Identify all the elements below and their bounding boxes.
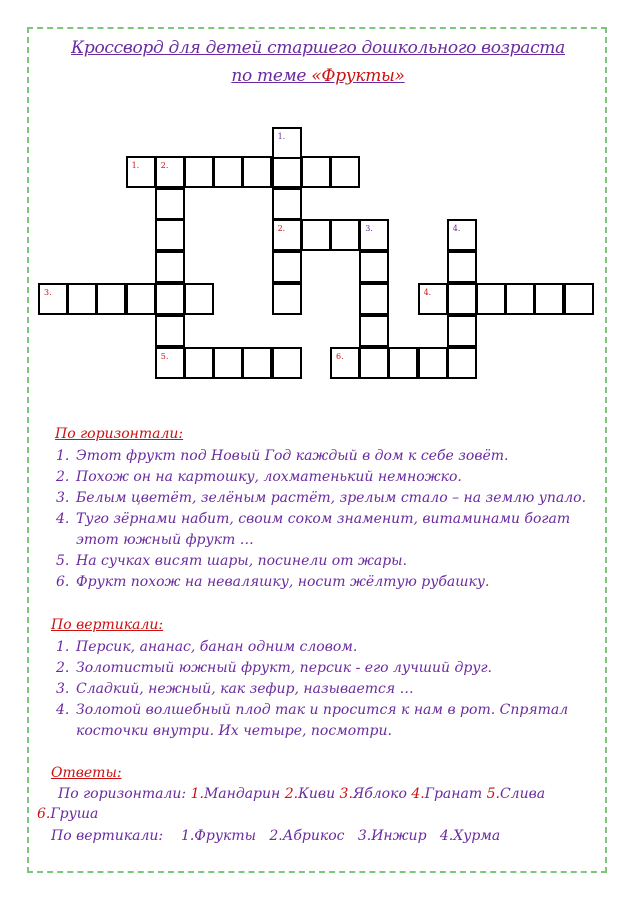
cell-number: 2. [160,161,169,170]
crossword-cell[interactable] [184,283,214,315]
crossword-cell[interactable] [447,283,477,315]
page-title: Кроссворд для детей старшего дошкольного возраста [71,38,565,58]
answer-number: 4. [411,786,425,802]
clue-number: 3. [56,490,70,506]
crossword-cell[interactable] [447,347,477,379]
clue-number: 3. [56,681,70,697]
crossword-cell[interactable] [213,156,243,188]
crossword-cell[interactable] [67,283,97,315]
crossword-cell[interactable] [418,347,448,379]
crossword-cell[interactable] [155,188,185,220]
vertical-clue [56,700,596,742]
clue-number: 4. [56,702,70,718]
crossword-cell[interactable] [388,347,418,379]
clue-text: Этот фрукт под Новый Год каждый в дом к себе зовёт. [76,448,509,464]
crossword-cell[interactable] [418,283,448,315]
answer-word: 1.Фрукты [180,828,270,844]
crossword-cell[interactable] [272,188,302,220]
vertical-clues [56,637,596,742]
crossword-cell[interactable] [184,347,214,379]
answers-heading: Ответы: [51,765,122,781]
clue-number: 6. [56,574,70,590]
answer-number: 2. [284,786,299,802]
vertical-heading: По вертикали: [51,617,164,633]
answer-number: 6. [37,806,51,822]
answer-word: Груша [50,806,99,822]
crossword-cell[interactable] [359,219,389,251]
answer-number: 3. [339,786,353,802]
crossword-cell[interactable] [272,251,302,283]
crossword-cell[interactable] [476,283,506,315]
crossword-cell[interactable] [126,156,156,188]
cell-number: 4. [423,288,432,297]
clue-number: 2. [56,469,70,485]
crossword-cell[interactable] [301,219,331,251]
crossword-cell[interactable] [272,127,302,159]
crossword-cell[interactable] [359,347,389,379]
crossword-cell[interactable] [330,156,360,188]
crossword-cell[interactable] [272,283,302,315]
clue-text: Похож он на картошку, лохматенький немножко. [76,469,462,485]
crossword-cell[interactable] [359,315,389,347]
crossword-cell[interactable] [242,156,272,188]
crossword-cell[interactable] [155,347,185,379]
vertical-clue [56,637,596,658]
crossword-cell[interactable] [155,251,185,283]
clue-number: 5. [56,553,70,569]
clue-text: Золотой волшебный плод так и просится к нам в рот. Спрятал косточки внутри. Их четыре, посмотри. [76,702,569,739]
clue-number: 4. [56,511,70,527]
clue-number: 1. [56,639,70,655]
horizontal-heading: По горизонтали: [55,426,184,442]
clue-text: На сучках висят шары, посинели от жары. [76,553,408,569]
crossword-cell[interactable] [242,347,272,379]
crossword-cell[interactable] [213,347,243,379]
answers-horizontal-line [58,786,545,802]
crossword-cell[interactable] [96,283,126,315]
crossword-cell[interactable] [155,219,185,251]
crossword-cell[interactable] [534,283,564,315]
crossword-cell[interactable] [564,283,594,315]
crossword-cell[interactable] [38,283,68,315]
clue-number: 1. [56,448,70,464]
subtitle-prefix: по теме [231,66,312,86]
horizontal-clue [56,488,606,509]
clue-text: Фрукт похож на неваляшку, носит жёлтую рубашку. [76,574,490,590]
answer-word: Гранат [424,786,487,802]
horizontal-clue [56,572,606,593]
cell-number: 5. [160,352,169,361]
crossword-cell[interactable] [330,347,360,379]
answer-number: 5. [486,786,500,802]
answer-word: 2.Абрикос [269,828,358,844]
crossword-cell[interactable] [359,251,389,283]
answers-horizontal-line-wrap [37,806,98,822]
clue-text: Персик, ананас, банан одним словом. [76,639,358,655]
answers-horizontal-label: По горизонтали: [58,786,191,802]
horizontal-clues [56,446,606,593]
cell-number: 1. [131,161,140,170]
answer-word: 4.Хурма [439,828,514,844]
crossword-cell[interactable] [126,283,156,315]
clue-number: 2. [56,660,70,676]
answer-word: Мандарин [203,786,285,802]
cell-number: 4. [452,224,461,233]
clue-text: Сладкий, нежный, как зефир, называется … [76,681,414,697]
answer-word: Яблоко [352,786,412,802]
cell-number: 1. [277,132,286,141]
answer-word: Киви [298,786,340,802]
crossword-cell[interactable] [359,283,389,315]
answer-word: 3.Инжир [357,828,440,844]
horizontal-clue [56,467,606,488]
crossword-cell[interactable] [447,251,477,283]
clue-text: Золотистый южный фрукт, персик - его лучший друг. [76,660,493,676]
horizontal-clue [56,551,606,572]
crossword-cell[interactable] [184,156,214,188]
crossword-cell[interactable] [505,283,535,315]
crossword-cell[interactable] [155,283,185,315]
crossword-cell[interactable] [447,315,477,347]
subtitle-topic: «Фрукты» [311,66,405,86]
crossword-cell[interactable] [272,347,302,379]
cell-number: 2. [277,224,286,233]
crossword-cell[interactable] [272,156,302,188]
answers-vertical-label: По вертикали: [51,828,181,844]
answer-number: 1. [190,786,204,802]
answers-vertical-line [51,828,514,844]
vertical-clue [56,658,596,679]
cell-number: 3. [44,288,52,297]
horizontal-clue [56,446,606,467]
answer-word: Слива [499,786,546,802]
crossword-cell[interactable] [155,156,185,188]
crossword-cell[interactable] [272,219,302,251]
crossword-cell[interactable] [155,315,185,347]
clue-text: Туго зёрнами набит, своим соком знаменит, витаминами богат этот южный фрукт … [76,511,571,548]
crossword-cell[interactable] [447,219,477,251]
cell-number: 3. [365,224,373,233]
page-subtitle [0,66,636,86]
horizontal-clue [56,509,606,551]
clue-text: Белым цветёт, зелёным растёт, зрелым стало – на землю упало. [76,490,587,506]
crossword-cell[interactable] [301,156,331,188]
crossword-cell[interactable] [330,219,360,251]
cell-number: 6. [336,352,344,361]
vertical-clue [56,679,596,700]
